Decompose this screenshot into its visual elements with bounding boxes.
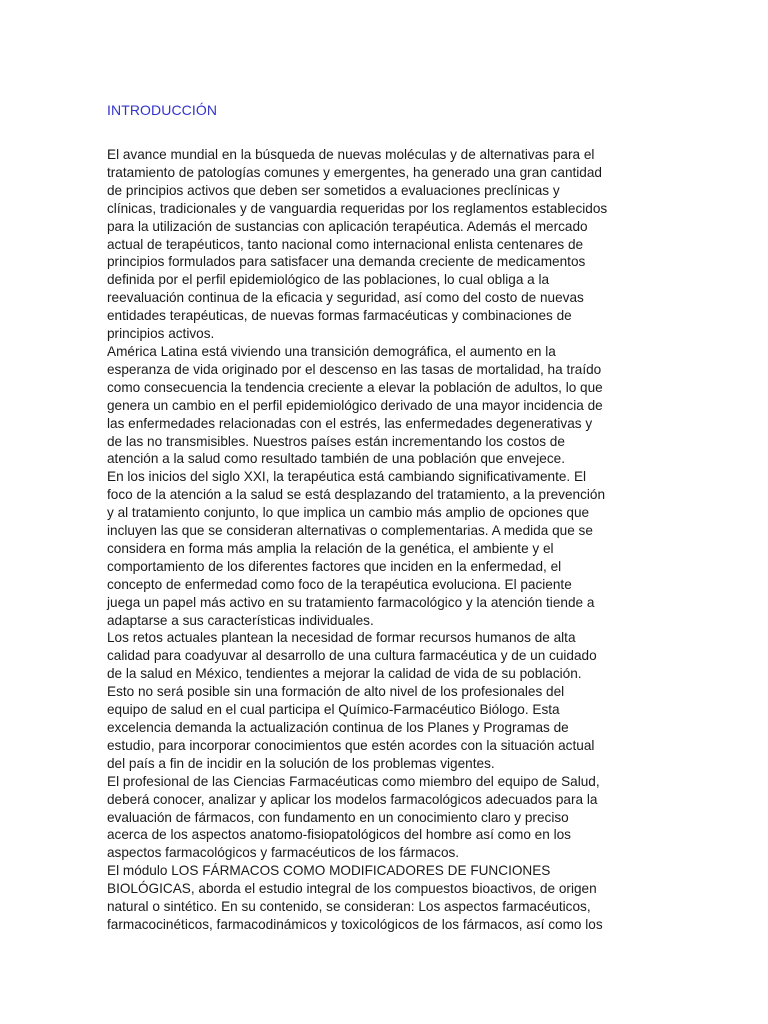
text-line: y al tratamiento conjunto, lo que implica un cambio más amplio de opciones que	[107, 505, 590, 521]
text-line: farmacocinéticos, farmacodinámicos y toxicológicos de los fármacos, así como los	[107, 916, 603, 932]
text-line: reevaluación continua de la eficacia y seguridad, así como del costo de nuevas	[107, 290, 584, 306]
text-line: principios formulados para satisfacer una demanda creciente de medicamentos	[107, 254, 586, 270]
text-line: como consecuencia la tendencia creciente a elevar la población de adultos, lo que	[107, 379, 603, 395]
text-line: El profesional de las Ciencias Farmacéuticas como miembro del equipo de Salud,	[107, 773, 600, 789]
text-line: estudio, para incorporar conocimientos que estén acordes con la situación actual	[107, 737, 595, 753]
text-line: Esto no será posible sin una formación de alto nivel de los profesionales del	[107, 684, 565, 700]
text-line: las enfermedades relacionadas con el estrés, las enfermedades degenerativas y	[107, 415, 593, 431]
text-line: El módulo LOS FÁRMACOS COMO MODIFICADORES DE FUNCIONES	[107, 863, 551, 879]
text-line: definida por el perfil epidemiológico de las poblaciones, lo cual obliga a la	[107, 272, 550, 288]
text-line: equipo de salud en el cual participa el Químico-Farmacéutico Biólogo. Esta	[107, 702, 560, 718]
paragraph	[107, 468, 663, 629]
text-line: foco de la atención a la salud se está desplazando del tratamiento, a la prevención	[107, 487, 606, 503]
text-line: calidad para coadyuvar al desarrollo de una cultura farmacéutica y de un cuidado	[107, 648, 597, 664]
text-line: acerca de los aspectos anatomo-fisiopatológicos del hombre así como en los	[107, 827, 571, 843]
document-page	[107, 100, 663, 934]
text-line: genera un cambio en el perfil epidemiológico derivado de una mayor incidencia de	[107, 397, 603, 413]
paragraph	[107, 773, 663, 863]
text-line: Los retos actuales plantean la necesidad de formar recursos humanos de alta	[107, 630, 576, 646]
text-line: comportamiento de los diferentes factores que inciden en la enfermedad, el	[107, 558, 562, 574]
text-line: En los inicios del siglo XXI, la terapéutica está cambiando significativamente. El	[107, 469, 587, 485]
text-line: BIOLÓGICAS, aborda el estudio integral de los compuestos bioactivos, de origen	[107, 881, 597, 897]
text-line: evaluación de fármacos, con fundamento en un conocimiento claro y preciso	[107, 809, 569, 825]
paragraph	[107, 629, 663, 772]
text-line: América Latina está viviendo una transición demográfica, el aumento en la	[107, 343, 556, 359]
text-line: excelencia demanda la actualización continua de los Planes y Programas de	[107, 720, 569, 735]
paragraph	[107, 343, 663, 468]
text-line: esperanza de vida originado por el descenso en las tasas de mortalidad, ha traído	[107, 361, 602, 377]
document-body	[107, 146, 663, 934]
text-line: aspectos farmacológicos y farmacéuticos de los fármacos.	[107, 845, 460, 861]
text-line: entidades terapéuticas, de nuevas formas farmacéuticas y combinaciones de	[107, 308, 572, 324]
text-line: para la utilización de sustancias con aplicación terapéutica. Además el mercado	[107, 218, 588, 234]
text-line: de principios activos que deben ser sometidos a evaluaciones preclínicas y	[107, 182, 560, 198]
text-line: principios activos.	[107, 326, 215, 342]
text-line: tratamiento de patologías comunes y emergentes, ha generado una gran cantidad	[107, 164, 602, 180]
text-line: de las no transmisibles. Nuestros países están incrementando los costos de	[107, 433, 565, 449]
text-line: concepto de enfermedad como foco de la terapéutica evoluciona. El paciente	[107, 576, 572, 592]
text-line: adaptarse a sus características individuales.	[107, 612, 374, 628]
text-line: actual de terapéuticos, tanto nacional como internacional enlista centenares de	[107, 236, 584, 252]
section-heading: INTRODUCCIÓN	[107, 102, 218, 118]
text-line: considera en forma más amplia la relación de la genética, el ambiente y el	[107, 540, 554, 556]
text-line: natural o sintético. En su contenido, se consideran: Los aspectos farmacéuticos,	[107, 899, 591, 915]
text-line: clínicas, tradicionales y de vanguardia requeridas por los reglamentos establecidos	[107, 200, 608, 216]
paragraph	[107, 146, 663, 343]
paragraph	[107, 862, 663, 934]
text-line: incluyen las que se consideran alternativas o complementarias. A medida que se	[107, 523, 593, 539]
text-line: El avance mundial en la búsqueda de nuevas moléculas y de alternativas para el	[107, 147, 595, 162]
text-line: atención a la salud como resultado también de una población que envejece.	[107, 451, 565, 467]
text-line: deberá conocer, analizar y aplicar los modelos farmacológicos adecuados para la	[107, 791, 598, 807]
text-line: de la salud en México, tendientes a mejorar la calidad de vida de su población.	[107, 666, 582, 682]
text-line: del país a fin de incidir en la solución de los problemas vigentes.	[107, 755, 495, 771]
text-line: juega un papel más activo en su tratamiento farmacológico y la atención tiende a	[107, 594, 595, 610]
